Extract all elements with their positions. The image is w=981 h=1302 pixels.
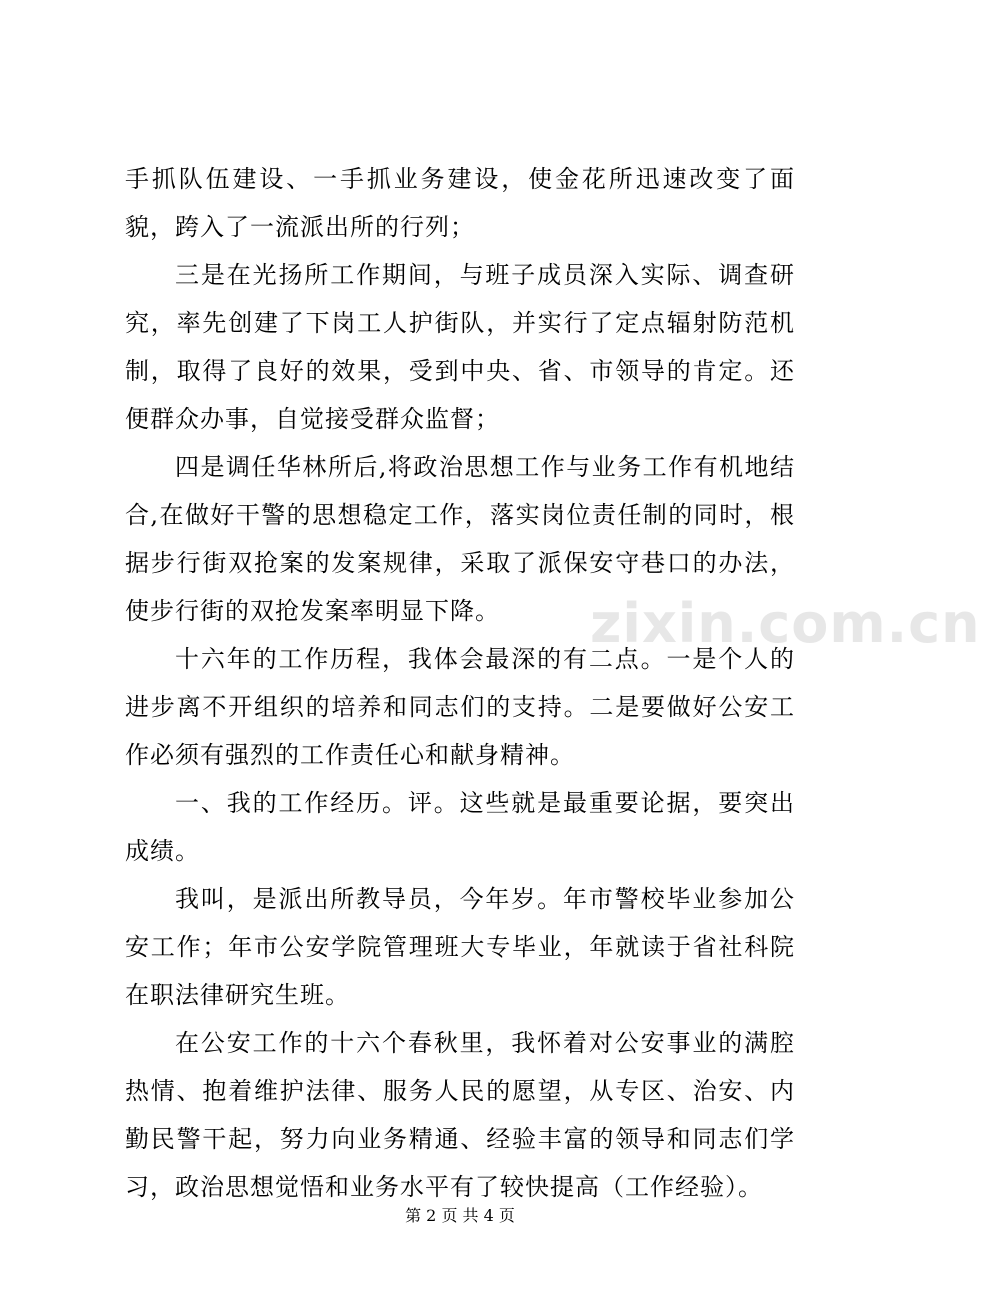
paragraph-2: 三是在光扬所工作期间，与班子成员深入实际、调查研究，率先创建了下岗工人护街队，并实行了定点辐射防范机制，取得了良好的效果，受到中央、省、市领导的肯定。还便群众办事，自觉接受群众监督； [125,261,795,433]
page-number-label: 第 2 页 共 4 页 [405,1206,515,1225]
paragraph-5: 一、我的工作经历。评。这些就是最重要论据，要突出成绩。 [125,789,795,865]
paragraph-3: 四是调任华林所后,将政治思想工作与业务工作有机地结合,在做好干警的思想稳定工作，落实岗位责任制的同时，根据步行街双抢案的发案规律，采取了派保安守巷口的办法，使步行街的双抢发案率明显下降。 [125,453,795,625]
paragraph-6: 我叫，是派出所教导员，今年岁。年市警校毕业参加公安工作；年市公安学院管理班大专毕业，年就读于省社科院在职法律研究生班。 [125,885,795,1009]
paragraph-7: 在公安工作的十六个春秋里，我怀着对公安事业的满腔热情、抱着维护法律、服务人民的愿望，从专区、治安、内勤民警干起，努力向业务精通、经验丰富的领导和同志们学习，政治思想觉悟和业务水平有了较快提高（工作经验）。 [125,1029,795,1201]
document-body [125,155,795,1211]
paragraph-4: 十六年的工作历程，我体会最深的有二点。一是个人的进步离不开组织的培养和同志们的支持。二是要做好公安工作必须有强烈的工作责任心和献身精神。 [125,645,795,769]
watermark: zixin.com.cn [590,592,981,655]
paragraph-1: 手抓队伍建设、一手抓业务建设，使金花所迅速改变了面貌，跨入了一流派出所的行列； [125,165,795,241]
